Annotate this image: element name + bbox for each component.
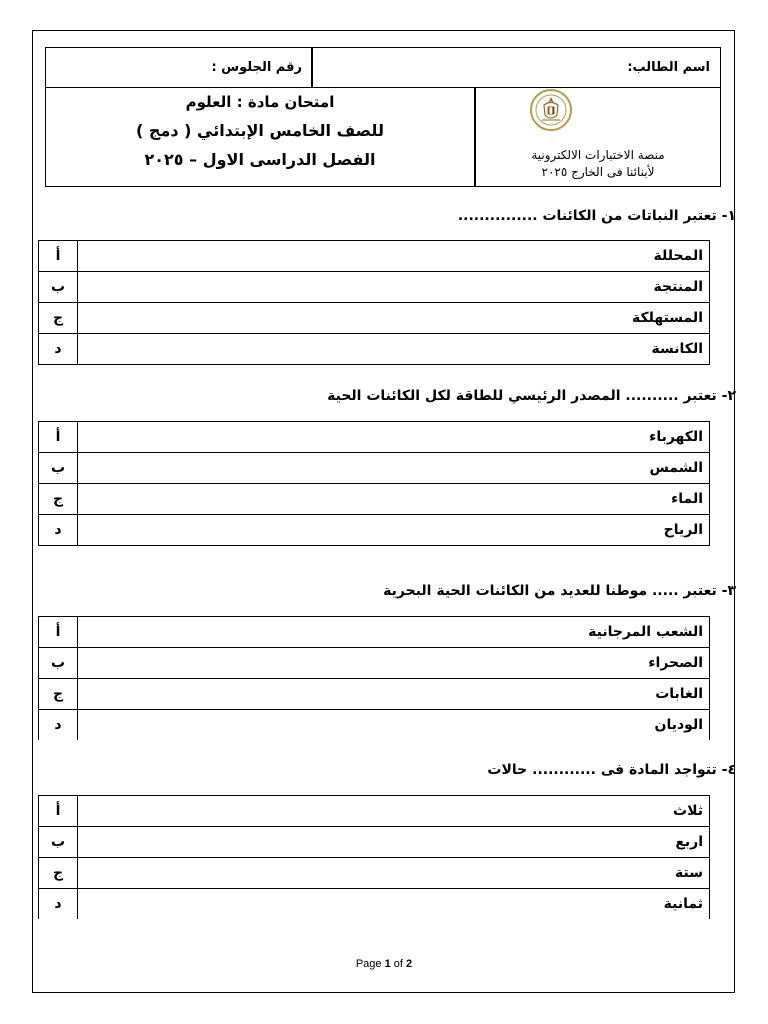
option-row[interactable] [39,334,710,365]
option-row[interactable] [39,827,710,858]
option-text: ستة [78,858,710,889]
option-row[interactable] [39,889,710,920]
option-row[interactable] [39,710,710,741]
option-letter: أ [39,796,78,827]
page-footer [0,958,768,970]
ministry-emblem-icon [529,88,573,132]
option-letter: ج [39,484,78,515]
question-1: ١- تعتبر النباتات من الكائنات ............... [457,208,736,224]
option-row[interactable] [39,484,710,515]
option-letter: ج [39,303,78,334]
option-row[interactable] [39,453,710,484]
student-name-label: اسم الطالب: [627,60,710,75]
option-text: الشمس [78,453,710,484]
option-letter: ج [39,858,78,889]
exam-grade: للصف الخامس الإبتدائي ( دمج ) [136,121,384,140]
option-row[interactable] [39,422,710,453]
option-text: ثلاث [78,796,710,827]
option-letter: د [39,710,78,741]
question-2: ٢- تعتبر .......... المصدر الرئيسي للطاقة لكل الكائنات الحية [327,388,736,404]
options-table-3 [38,616,710,740]
option-row[interactable] [39,515,710,546]
option-row[interactable] [39,303,710,334]
option-row[interactable] [39,272,710,303]
options-table-2 [38,421,710,546]
option-letter: ب [39,272,78,303]
option-letter: د [39,334,78,365]
option-text: الكهرباء [78,422,710,453]
option-letter: ب [39,827,78,858]
option-text: اربع [78,827,710,858]
seat-number-label: رقم الجلوس : [211,60,302,75]
option-text: المحللة [78,241,710,272]
header-row-student [46,48,720,88]
option-text: الكانسة [78,334,710,365]
platform-subtitle: لأبنائنا فى الخارج ٢٠٢٥ [541,165,655,179]
option-letter: د [39,889,78,920]
question-4: ٤- تتواجد المادة فى ............ حالات [487,762,736,778]
option-text: الشعب المرجانية [78,617,710,648]
exam-title: امتحان مادة : العلوم [185,93,335,111]
option-row[interactable] [39,617,710,648]
option-letter: أ [39,422,78,453]
page-of: of [390,958,407,970]
option-text: الصحراء [78,648,710,679]
option-text: المستهلكة [78,303,710,334]
option-letter: ب [39,648,78,679]
option-row[interactable] [39,858,710,889]
option-text: الرياح [78,515,710,546]
page-total: 2 [406,958,413,970]
option-letter: د [39,515,78,546]
option-text: ثمانية [78,889,710,920]
option-text: المنتجة [78,272,710,303]
option-letter: أ [39,617,78,648]
option-letter: أ [39,241,78,272]
option-text: الماء [78,484,710,515]
page-number: 1 [384,958,391,970]
option-text: الغابات [78,679,710,710]
option-letter: ب [39,453,78,484]
exam-term: الفصل الدراسى الاول – ٢٠٢٥ [144,150,376,169]
option-letter: ج [39,679,78,710]
option-row[interactable] [39,796,710,827]
exam-header [45,47,721,187]
option-text: الوديان [78,710,710,741]
platform-name: منصة الاختبارات الالكترونية [531,148,665,162]
options-table-4 [38,795,710,919]
question-3: ٣- تعتبر ..... موطنا للعديد من الكائنات الحية البحرية [383,583,736,599]
option-row[interactable] [39,241,710,272]
option-row[interactable] [39,648,710,679]
option-row[interactable] [39,679,710,710]
page-prefix: Page [355,958,385,970]
options-table-1 [38,240,710,365]
